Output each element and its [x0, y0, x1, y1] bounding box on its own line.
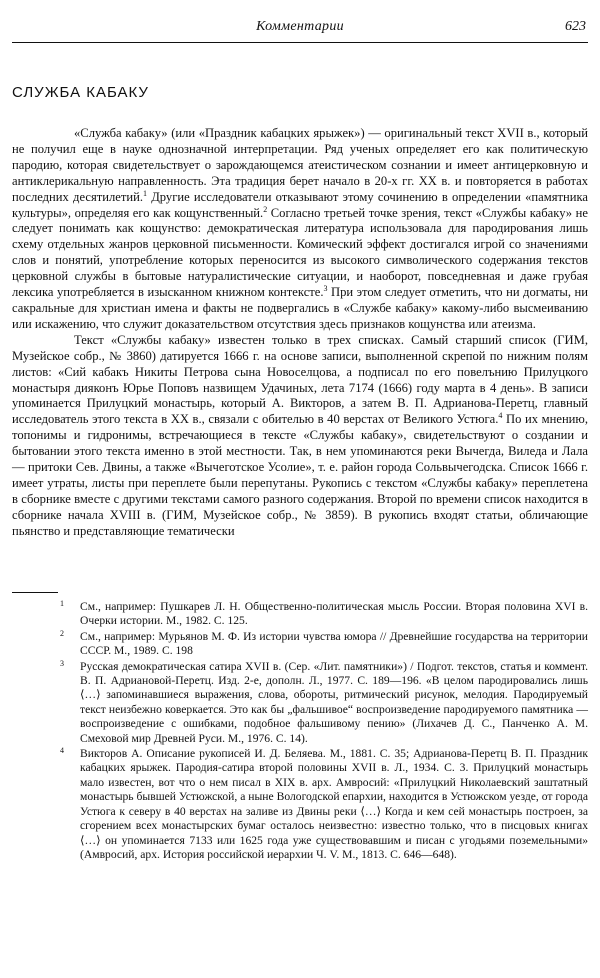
footnote	[60, 600, 588, 629]
footnote-ref[interactable]: 3	[323, 283, 328, 293]
footnote	[60, 660, 588, 746]
paragraph: Текст «Службы кабаку» известен только в трех списках. Самый старший список (ГИМ, Музейское собр., № 3860) датируется 1666 г. на основе записи, выполненной скрепой по нижним полям листов: «Сий кабакъ Никиты Петрова сына Новоселцова, а подписал по его повелънию Прилуцкого монастыря дияконъ Юрье Поповъ назвищем Удачиных, лета 7174 (1666) году марта в 4 день». В записи упоминается Прилуцкий монастырь, который А. Викторов, а затем В. П. Адрианова-Перетц, главный исследователь этого текста в XX в., связали с обителью в 40 верстах от Великого Устюга.$^4$ По их мнению, топонимы и гидронимы, встречающиеся в тексте «Службы кабаку», свидетельствуют о создании и бытовании этого текста именно в этой местности. Так, в нем упоминаются реки Вычегда, Виледа и Лала — притоки Сев. Двины, а также «Вычеготское Усолие», т. е. район города Сольвычегодска. Список 1666 г. имеет утраты, листы при переплете были перепутаны. Рукопись с текстом «Службы кабаку» переплетена в сборнике вместе с другими текстами самого разного содержания. Второй по времени список находится в сборнике начала XVIII в. (ГИМ, Музейское собр., № 3859). В рукопись входят статьи, обличающие пьянство и представляющие тематически	[12, 332, 588, 538]
footnote-mark: 1	[60, 599, 64, 608]
footnote-ref[interactable]: 1	[143, 188, 147, 198]
section-title: СЛУЖБА КАБАКУ	[12, 84, 149, 101]
footnote-text: См., например: Пушкарев Л. Н. Общественно-политическая мысль России. Вторая половина XVI в. Очерки истории. М., 1982. С. 125.	[80, 600, 588, 628]
footnote-text: Русская демократическая сатира XVII в. (Сер. «Лит. памятники») / Подгот. текстов, статья и коммент. В. П. Адриановой-Перетц. Изд. 2-е, дополн. Л., 1977. С. 189—196. «В целом пародировались лишь ⟨…⟩ запоминавшиеся выражения, слова, обороты, ритмический рисунок, мелодия. Пародируемый текст неизбежно коверкается. Это как бы „фальшивое“ воспроизведение пародируемого памятника — воспроизведение с ошибками, подобное фальшивому пению» (Лихачев Д. С., Панченко А. М. Смеховой мир Древней Руси. М., 1976. С. 14).	[80, 659, 588, 745]
footnote-text: См., например: Мурьянов М. Ф. Из истории чувства юмора // Древнейшие государства на территории СССР. М., 1989. С. 198	[80, 629, 588, 658]
footnote-mark: 3	[60, 658, 64, 668]
footnote	[60, 630, 588, 659]
paragraph: «Служба кабаку» (или «Праздник кабацких ярыжек») — оригинальный текст XVII в., который не получил еще в науке однозначной интерпретации. Ряд ученых определяет его как политическую пародию, которая свидетельствует о зарождающемся атеистическом сознании и имеет антицерковную и антиклерикальную направленность. Эта традиция берет начало в 20-х гг. XX в. и повторяется в работах последних десятилетий.$^1$ Другие исследователи отказывают этому сочинению в определении «памятника культуры», определяя его как кощунственный.$^2$ Согласно третьей точке зрения, текст «Службы кабаку» не следует понимать как кощунство: демократическая литература использовала для пародирования лишь схему отдельных жанров церковной письменности. Комический эффект достигался игрой со значениями слов и понятий, употребление которых переносится из высокого символического содержания текстов церковной службы в бытовые натуралистические ситуации, и наоборот, повседневная и даже грубая лексика употребляется в изысканном книжном контексте.$^3$ При этом следует отметить, что ни догматы, ни сакральные для христиан имена и факты не подвергались в «Службе кабаку» какому-либо высмеиванию или искажению, что служит доказательством отсутствия здесь признаков кощунства или атеизма.	[12, 126, 588, 331]
footnote-ref[interactable]: 2	[263, 204, 268, 214]
footnotes	[60, 600, 588, 863]
footnote-mark: 4	[60, 746, 64, 756]
body-text	[12, 126, 588, 540]
running-title: Комментарии	[256, 19, 344, 34]
footnote	[60, 747, 588, 862]
page-number: 623	[565, 19, 586, 34]
footnote-text: Викторов А. Описание рукописей И. Д. Беляева. М., 1881. С. 35; Адрианова-Перетц В. П. Праздник кабацких ярыжек. Пародия-сатира второй половины XVII в. Л., 1934. С. 3. Прилуцкий монастырь мало известен, вот что о нем писал в XIX в. арх. Амвросий: «Прилуцкий Николаевский заштатный монастырь бывшей Устюжской, а ныне Вологодской епархии, находится в Устюжском уезде, от города Устюга к северу в 40 верстах на заливе из Двины реки ⟨…⟩ Когда и кем сей монастырь построен, за сгорением всех монастырских бумаг осталось неизвестно: известно только, что в писцовых книгах ⟨…⟩ он упоминается 7133 или 1625 года уже существовавшим и писан с угодьями поземельными» (Амвросий, арх. История российской иерархии Ч. V. М., 1813. С. 646—648).	[80, 747, 588, 861]
footnote-ref[interactable]: 4	[498, 411, 503, 421]
footnote-divider	[12, 592, 58, 593]
footnote-mark: 2	[60, 628, 64, 638]
running-header	[12, 12, 588, 43]
